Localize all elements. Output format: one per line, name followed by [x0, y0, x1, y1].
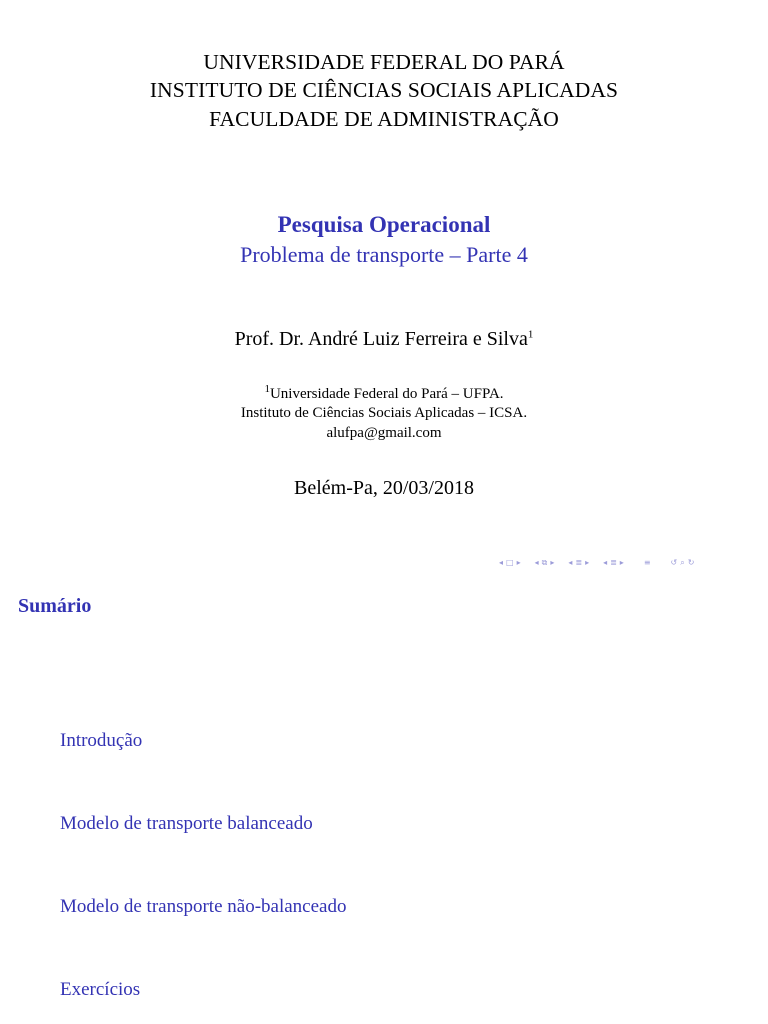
undo-icon[interactable]: ↺: [670, 558, 678, 567]
section-next-icon[interactable]: ▸: [585, 558, 590, 567]
toc-item-nao-balanceado[interactable]: Modelo de transporte não-balanceado: [60, 896, 347, 917]
affiliation-university: Universidade Federal do Pará – UFPA.: [269, 386, 504, 402]
author-footnote-mark: 1: [527, 328, 534, 341]
subsection-prev-icon[interactable]: ◂: [534, 558, 539, 567]
toc-item-exercicios[interactable]: Exercícios: [60, 979, 141, 1000]
document-icon[interactable]: ≡: [643, 558, 651, 567]
subsection2-icon[interactable]: ≣: [610, 558, 617, 567]
subsection2-prev-icon[interactable]: ◂: [603, 558, 608, 567]
redo-icon[interactable]: ↻: [687, 558, 695, 567]
affiliation-line-2: Instituto de Ciências Sociais Aplicadas – ICSA.: [240, 405, 528, 421]
subsection-next-icon[interactable]: ▸: [550, 558, 555, 567]
frame-icon[interactable]: □: [506, 558, 514, 567]
author-name: Prof. Dr. André Luiz Ferreira e Silva: [234, 328, 528, 350]
affiliation-footnote-mark: 1: [264, 383, 270, 395]
toc-item-balanceado[interactable]: Modelo de transporte balanceado: [60, 813, 313, 834]
presentation-subtitle: Problema de transporte – Parte 4: [240, 242, 528, 267]
institution-line-3: FACULDADE DE ADMINISTRAÇÃO: [209, 107, 559, 131]
presentation-date: Belém-Pa, 20/03/2018: [294, 477, 474, 499]
toc-heading: Sumário: [18, 595, 92, 617]
affiliation-email[interactable]: alufpa@gmail.com: [326, 425, 442, 441]
frame-next-icon[interactable]: ▸: [516, 558, 521, 567]
beamer-navigation-bar: [499, 556, 694, 570]
author: [0, 326, 768, 352]
affiliation-line-1: [0, 385, 768, 404]
section-icon[interactable]: ≣: [575, 558, 583, 567]
frame-prev-icon[interactable]: ◂: [499, 558, 504, 567]
subsection-frames-icon[interactable]: ⧉: [541, 558, 548, 567]
toc-item-introducao[interactable]: Introdução: [60, 730, 143, 751]
institution-line-2: INSTITUTO DE CIÊNCIAS SOCIAIS APLICADAS: [149, 78, 619, 102]
section-prev-icon[interactable]: ◂: [568, 558, 573, 567]
subsection2-next-icon[interactable]: ▸: [619, 558, 624, 567]
institution-line-1: UNIVERSIDADE FEDERAL DO PARÁ: [203, 50, 565, 74]
presentation-title: Pesquisa Operacional: [277, 212, 491, 237]
search-icon[interactable]: ⌕: [680, 558, 685, 567]
